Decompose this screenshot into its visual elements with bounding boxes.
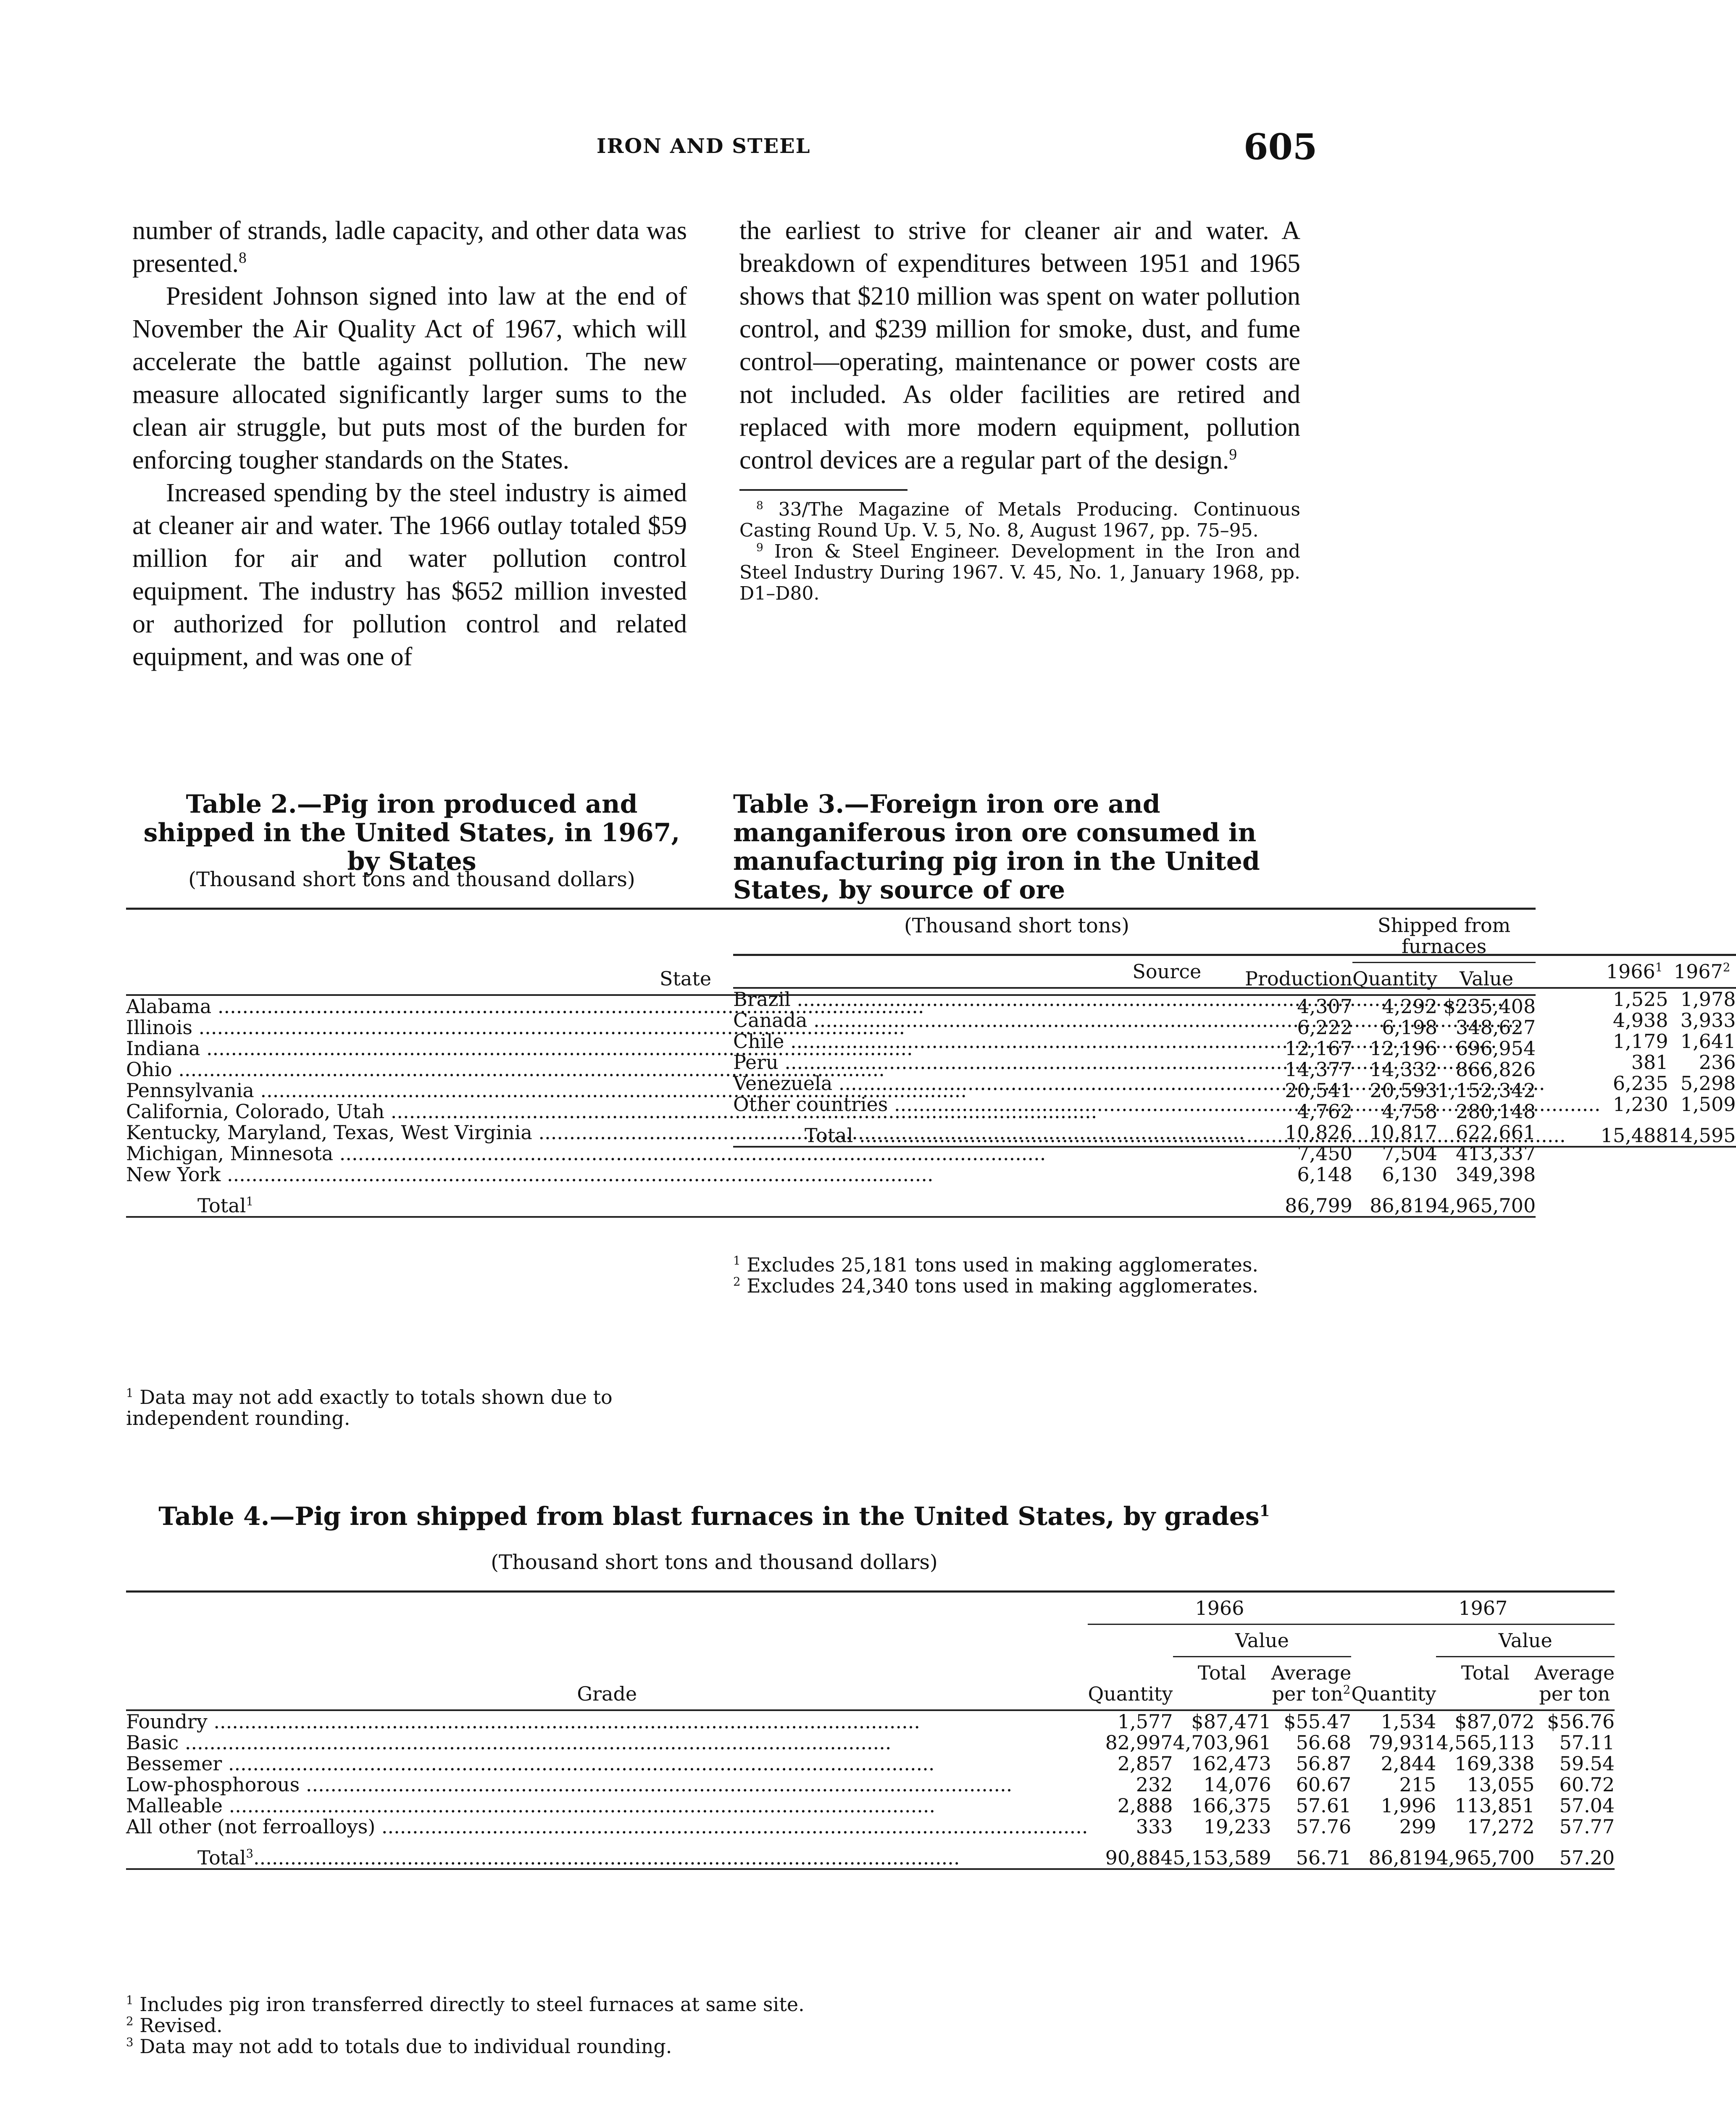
table-cell: 1,577 [1117,1710,1173,1733]
table-note: $^1$ Excludes 25,181 tons used in making agglomerates. [733,1253,1259,1276]
total-label: Total$^3$..... [126,1837,1088,1869]
row-label: Malleable ..... [126,1795,1088,1816]
row-label: Low-phosphorous ..... [126,1774,1088,1795]
table-cell: 10,817 [1370,1121,1438,1144]
table3 [733,954,1736,1148]
table-cell: 166,375 [1191,1794,1271,1817]
table-cell: 10,826 [1285,1121,1353,1144]
table4-notes [126,1994,1302,2057]
column-header: Quantity [1352,967,1438,990]
table-cell: $55.47 [1284,1710,1352,1733]
table-cell: 7,450 [1297,1142,1353,1165]
table-row [126,1774,1615,1795]
row-label: Chile ..... [733,1031,1601,1052]
table-cell: 4,938 [1612,1009,1668,1032]
table-cell: 232 [1136,1773,1173,1796]
table-cell: 622,661 [1455,1121,1536,1144]
column-header: Quantity [1088,1682,1173,1705]
row-label: Pennsylvania ..... [126,1080,1245,1101]
table-cell: 1,179 [1612,1030,1668,1053]
table-cell: 4,762 [1297,1100,1353,1123]
table-cell: 4,758 [1382,1100,1438,1123]
table-cell: 7,504 [1382,1142,1438,1165]
row-label: California, Colorado, Utah ..... [126,1101,1245,1122]
table-row [126,1816,1615,1837]
row-label: Other countries ..... [733,1094,1601,1115]
row-label: Michigan, Minnesota ..... [126,1143,1245,1164]
table-row [733,1073,1736,1094]
table-cell: 60.72 [1559,1773,1615,1796]
table-cell: 1,230 [1612,1093,1668,1116]
column-header: Value [1436,1624,1615,1657]
column-header: Value [1173,1624,1352,1657]
paragraph: the earliest to strive for cleaner air and water. A breakdown of expenditures between 1951 and 1965 shows that $210 million was spent on water pollution control, and $239 million for smoke, dust, and fume control—operating, maintenance or power costs are not included. As older facilities are retired and replaced with more modern equipment, pollution control devices are a regular part of the design.$^9$ [739,216,1300,474]
table2-title: Table 2.—Pig iron produced and shipped in the United States, in 1967, by States [143,790,680,876]
paragraph: number of strands, ladle capacity, and other data was presented.$^8$ [132,216,687,278]
table-cell: 5,298 [1680,1072,1736,1095]
table-cell: 169,338 [1455,1752,1535,1775]
table-cell: 57.20 [1559,1846,1615,1869]
table3-subtitle: (Thousand short tons) [904,914,1129,937]
row-label: All other (not ferroalloys) ..... [126,1816,1088,1837]
table-cell: 1,152,342 [1437,1079,1536,1102]
row-label: Canada ..... [733,1010,1601,1031]
table-cell: 1,525 [1612,988,1668,1011]
table-cell: 82,997 [1105,1731,1173,1754]
table4 [126,1590,1615,1870]
table-cell: 4,292 [1382,995,1438,1018]
table-row [126,1710,1615,1732]
table-cell: 56.87 [1296,1752,1352,1775]
row-label: Foundry ..... [126,1710,1088,1732]
table-cell: 12,196 [1370,1037,1438,1060]
table-row [126,1164,1536,1185]
table-cell: 413,337 [1455,1142,1536,1165]
table-row [733,1031,1736,1052]
column-header: Grade [577,1682,637,1705]
table-cell: 4,965,700 [1437,1194,1536,1217]
table-cell: $87,072 [1455,1710,1535,1733]
row-label: Kentucky, Maryland, Texas, West Virginia ..... [126,1122,1245,1143]
table-note: $^3$ Data may not add to totals due to individual rounding. [126,2035,672,2058]
table-row [733,1094,1736,1115]
footnote: $^9$ Iron & Steel Engineer. Development in the Iron and Steel Industry During 1967. V. 45, No. 1, January 1968, pp. D1–D80. [739,541,1300,604]
table-row [126,1732,1615,1753]
row-label: Venezuela ..... [733,1073,1601,1094]
table-cell: 12,167 [1285,1037,1353,1060]
table-cell: 86,799 [1285,1194,1353,1217]
table-note: $^1$ Data may not add exactly to totals shown due to independent rounding. [126,1386,613,1430]
table-cell: 696,954 [1455,1037,1536,1060]
table-cell: 57.61 [1296,1794,1352,1817]
row-label: Illinois ..... [126,1017,1245,1038]
column-header: Total [1197,1661,1247,1684]
table-cell: 14,595 [1668,1124,1736,1147]
table4-title: Table 4.—Pig iron shipped from blast furnaces in the United States, by grades$^1$ [158,1502,1270,1531]
total-label: Total ..... [733,1115,1601,1147]
table-cell: 348,627 [1455,1016,1536,1039]
table-cell: 3,933 [1680,1009,1736,1032]
table-cell: 86,819 [1368,1846,1436,1869]
column-header: Source [1132,960,1202,983]
table3-title: Table 3.—Foreign iron ore and manganiferous iron ore consumed in manufacturing pig iron in the United States, by source of ore [733,790,1260,905]
table-cell: 2,857 [1117,1752,1173,1775]
table-cell: 6,148 [1297,1163,1353,1186]
table-cell: 4,703,961 [1173,1731,1271,1754]
table-cell: 236 [1699,1051,1736,1074]
column-header: 1966 [1088,1592,1351,1624]
table-cell: 14,332 [1370,1058,1438,1081]
table-cell: $56.76 [1547,1710,1615,1733]
table-cell: 1,509 [1680,1093,1736,1116]
table-cell: 6,222 [1297,1016,1353,1039]
table-row [126,1753,1615,1774]
table3-notes [733,1254,1300,1296]
column-header: Quantity [1351,1682,1436,1705]
table-cell: 14,076 [1203,1773,1271,1796]
row-label: Ohio ..... [126,1059,1245,1080]
page-number: 605 [1244,126,1318,168]
paragraph: Increased spending by the steel industry is aimed at cleaner air and water. The 1966 outlay totaled $59 million for air and water pollution control equipment. The industry has $652 million invested or authorized for pollution control and related equipment, and was one of [132,479,687,671]
table2-subtitle: (Thousand short tons and thousand dollars) [188,868,635,891]
running-head: IRON AND STEEL [597,134,811,158]
table-cell: 333 [1136,1815,1173,1838]
table-cell: 6,235 [1612,1072,1668,1095]
row-label: Basic ..... [126,1732,1088,1753]
table-cell: 866,826 [1455,1058,1536,1081]
column-header: Total [1461,1661,1510,1684]
column-header: 1967$^2$ [1673,960,1731,983]
column-header: Average per ton$^2$ [1271,1661,1352,1705]
table-cell: 215 [1399,1773,1436,1796]
table-cell: 1,641 [1680,1030,1736,1053]
table-cell: 2,888 [1117,1794,1173,1817]
table-cell: 57.77 [1559,1815,1615,1838]
table-cell: 13,055 [1467,1773,1535,1796]
table4-subtitle: (Thousand short tons and thousand dollars) [491,1551,938,1574]
row-label: Peru ..... [733,1052,1601,1073]
table-cell: 60.67 [1296,1773,1352,1796]
column-header: Shipped from furnaces [1352,909,1536,963]
left-text-column [132,214,687,673]
table-cell: 86,819 [1370,1194,1438,1217]
table-cell: 79,931 [1368,1731,1436,1754]
row-label: Indiana ..... [126,1038,1245,1059]
column-header: State [659,967,712,990]
table-note: $^2$ Revised. [126,2014,223,2037]
table-cell: 381 [1631,1051,1668,1074]
table-note: $^2$ Excludes 24,340 tons used in making agglomerates. [733,1274,1259,1297]
table-cell: 4,565,113 [1436,1731,1535,1754]
row-label: Bessemer ..... [126,1753,1088,1774]
table-cell: 57.11 [1559,1731,1615,1754]
column-header: 1966$^1$ [1606,960,1663,983]
table-cell: 20,593 [1370,1079,1438,1102]
table-cell: 113,851 [1455,1794,1535,1817]
table2-notes [126,1387,697,1429]
row-label: Alabama ..... [126,995,1245,1017]
table-cell: $235,408 [1443,995,1536,1018]
table-cell: 56.68 [1296,1731,1352,1754]
table-cell: 4,965,700 [1436,1846,1535,1869]
table-cell: $87,471 [1191,1710,1271,1733]
table-row [733,988,1736,1010]
column-header: Production [1245,967,1353,990]
right-text-column [739,214,1300,604]
table-cell: 1,534 [1381,1710,1436,1733]
table-row [733,1010,1736,1031]
table-cell: 162,473 [1191,1752,1271,1775]
table-cell: 57.04 [1559,1794,1615,1817]
table-cell: 15,488 [1600,1124,1668,1147]
table-row [126,1795,1615,1816]
row-label: Brazil ..... [733,988,1601,1010]
table-cell: 4,307 [1297,995,1353,1018]
table-cell: 17,272 [1467,1815,1535,1838]
table-cell: 20,541 [1285,1079,1353,1102]
table-cell: 5,153,589 [1173,1846,1271,1869]
footnote: $^8$ 33/The Magazine of Metals Producing. Continuous Casting Round Up. V. 5, No. 8, August 1967, pp. 75–95. [739,499,1300,541]
total-label: Total$^1$ [197,1194,253,1217]
table-cell: 56.71 [1296,1846,1352,1869]
table-cell: 6,198 [1382,1016,1438,1039]
column-header: 1967 [1351,1592,1615,1624]
table-cell: 6,130 [1382,1163,1438,1186]
table-cell: 349,398 [1455,1163,1536,1186]
table-row [733,1052,1736,1073]
table-note: $^1$ Includes pig iron transferred directly to steel furnaces at same site. [126,1993,805,2016]
table-cell: 2,844 [1381,1752,1436,1775]
table-cell: 1,996 [1381,1794,1436,1817]
footnote-divider [739,489,907,491]
column-header: Value [1460,967,1514,990]
table-cell: 14,377 [1285,1058,1353,1081]
table-cell: 90,884 [1105,1846,1173,1869]
table-cell: 1,978 [1680,988,1736,1011]
table-cell: 57.76 [1296,1815,1352,1838]
table-cell: 59.54 [1559,1752,1615,1775]
column-header: Average per ton [1534,1661,1615,1705]
row-label: New York ..... [126,1164,1245,1185]
table-cell: 19,233 [1203,1815,1271,1838]
table-cell: 299 [1399,1815,1436,1838]
table-cell: 280,148 [1455,1100,1536,1123]
paragraph: President Johnson signed into law at the end of November the Air Quality Act of 1967, which will accelerate the battle against pollution. The new measure allocated significantly larger sums to the clean air struggle, but puts most of the burden for enforcing tougher standards on the States. [132,282,687,474]
